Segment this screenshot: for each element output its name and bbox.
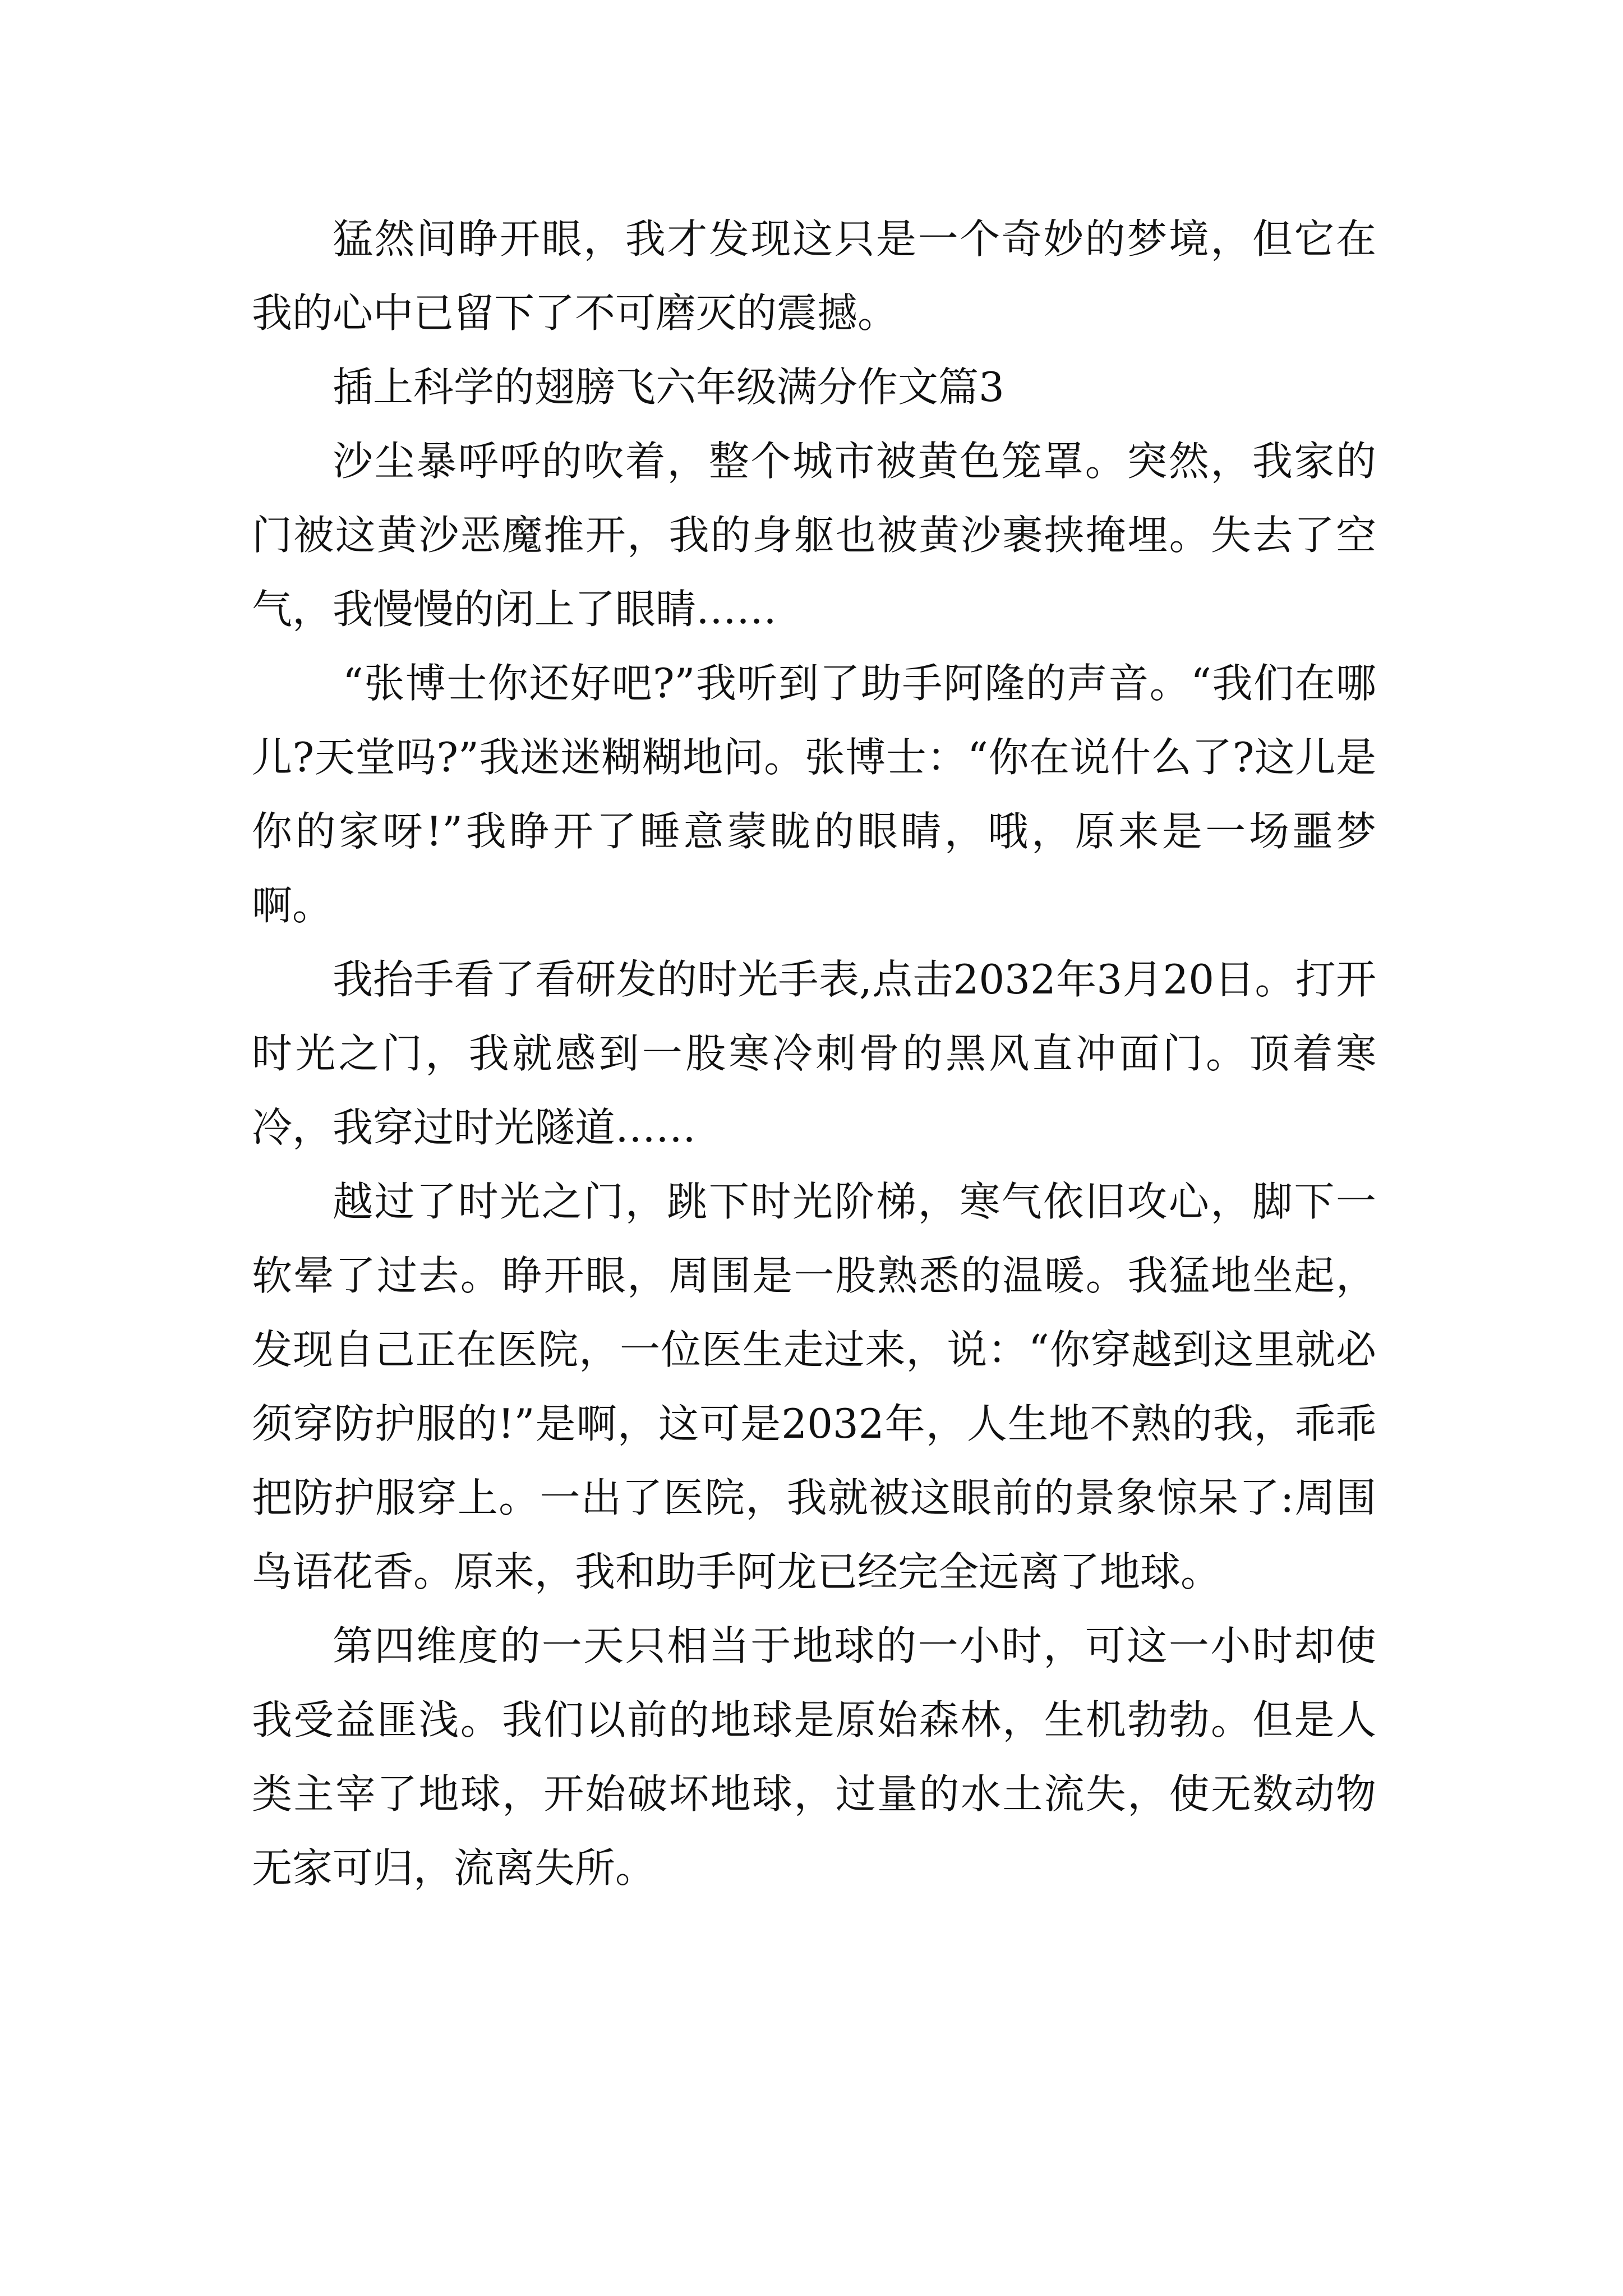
essay-title: 插上科学的翅膀飞六年级满分作文篇3 bbox=[333, 364, 1004, 411]
paragraph-dialogue: “张博士你还好吧?”我听到了助手阿隆的声音。“我们在哪儿?天堂吗?”我迷迷糊糊地问。张博士：“你在说什么了?这儿是你的家呀!”我睁开了睡意蒙眬的眼睛，哦，原来是一场噩梦啊。 bbox=[252, 660, 1376, 929]
paragraph-dream-ending: 猛然间睁开眼，我才发现这只是一个奇妙的梦境，但它在我的心中已留下了不可磨灭的震撼。 bbox=[252, 215, 1376, 337]
paragraph-hospital: 越过了时光之门，跳下时光阶梯，寒气依旧攻心，脚下一软晕了过去。睁开眼，周围是一股熟悉的温暖。我猛地坐起，发现自己正在医院，一位医生走过来，说：“你穿越到这里就必须穿防护服的!”是啊，这可是2032年，人生地不熟的我，乖乖把防护服穿上。一出了医院，我就被这眼前的景象惊呆了:周围鸟语花香。原来，我和助手阿龙已经完全远离了地球。 bbox=[252, 1178, 1376, 1595]
document-page bbox=[252, 202, 1376, 1905]
paragraph-time-watch: 我抬手看了看研发的时光手表,点击2032年3月20日。打开时光之门，我就感到一股寒冷刺骨的黑风直冲面门。顶着寒冷，我穿过时光隧道…… bbox=[252, 956, 1376, 1151]
paragraph-fourth-dimension: 第四维度的一天只相当于地球的一小时，可这一小时却使我受益匪浅。我们以前的地球是原始森林，生机勃勃。但是人类主宰了地球，开始破坏地球，过量的水土流失，使无数动物无家可归，流离失所。 bbox=[252, 1622, 1376, 1892]
paragraph-sandstorm: 沙尘暴呼呼的吹着，整个城市被黄色笼罩。突然，我家的门被这黄沙恶魔推开，我的身躯也被黄沙裹挟掩埋。失去了空气，我慢慢的闭上了眼睛…… bbox=[252, 438, 1376, 633]
